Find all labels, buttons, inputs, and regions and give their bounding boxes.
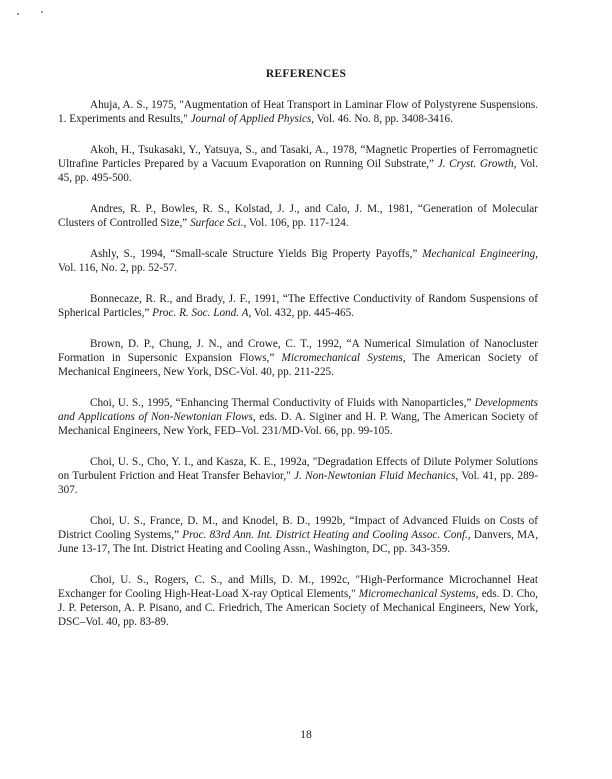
reference-entry: Ashly, S., 1994, “Small-scale Structure Yields Big Property Payoffs,” Mechanical Engineering, Vol. 116, No. 2, pp. 52-57.	[58, 248, 538, 274]
scan-speck	[17, 13, 19, 15]
reference-entry: Choi, U. S., Cho, Y. I., and Kasza, K. E., 1992a, "Degradation Effects of Dilute Polymer Solutions on Turbulent Friction and Heat Transfer Behavior," J. Non-Newtonian Fluid Mechanics, Vol. 41, pp. 289-307.	[58, 456, 538, 496]
page-number: 18	[300, 729, 312, 741]
references-heading: REFERENCES	[265, 68, 347, 80]
scan-speck	[41, 11, 43, 13]
reference-entry: Choi, U. S., Rogers, C. S., and Mills, D. M., 1992c, "High-Performance Microchannel Heat Exchanger for Cooling High-Heat-Load X-ray Optical Elements," Micromechanical Systems, eds. D. Cho, J. P. Peterson, A. P. Pisano, and C. Friedrich, The American Society of Mechanical Engineers, New York, DSC–Vol. 40, pp. 83-89.	[58, 574, 538, 628]
reference-entry: Ahuja, A. S., 1975, "Augmentation of Heat Transport in Laminar Flow of Polystyrene Suspensions. 1. Experiments and Results," Journal of Applied Physics, Vol. 46. No. 8, pp. 3408-3416.	[58, 99, 538, 125]
reference-entry: Choi, U. S., France, D. M., and Knodel, B. D., 1992b, “Impact of Advanced Fluids on Costs of District Cooling Systems,” Proc. 83rd Ann. Int. District Heating and Cooling Assoc. Conf., Danvers, MA, June 13-17, The Int. District Heating and Cooling Assn., Washington, DC, pp. 343-359.	[58, 515, 538, 555]
reference-entry: Choi, U. S., 1995, “Enhancing Thermal Conductivity of Fluids with Nanoparticles,” Developments and Applications of Non-Newtonian Flows, eds. D. A. Siginer and H. P. Wang, The American Society of Mechanical Engineers, New York, FED–Vol. 231/MD-Vol. 66, pp. 99-105.	[58, 397, 539, 437]
reference-entry: Brown, D. P., Chung, J. N., and Crowe, C. T., 1992, “A Numerical Simulation of Nanocluster Formation in Supersonic Expansion Flows,” Micromechanical Systems, The American Society of Mechanical Engineers, New York, DSC-Vol. 40, pp. 211-225.	[58, 338, 538, 378]
reference-entry: Bonnecaze, R. R., and Brady, J. F., 1991, “The Effective Conductivity of Random Suspensions of Spherical Particles,” Proc. R. Soc. Lond. A, Vol. 432, pp. 445-465.	[58, 293, 538, 319]
reference-entry: Andres, R. P., Bowles, R. S., Kolstad, J. J., and Calo, J. M., 1981, “Generation of Molecular Clusters of Controlled Size,” Surface Sci., Vol. 106, pp. 117-124.	[58, 203, 538, 229]
reference-list	[58, 98, 538, 646]
reference-entry: Akoh, H., Tsukasaki, Y., Yatsuya, S., and Tasaki, A., 1978, “Magnetic Properties of Ferromagnetic Ultrafine Particles Prepared by a Vacuum Evaporation on Running Oil Substrate,” J. Cryst. Growth, Vol. 45, pp. 495-500.	[58, 144, 539, 184]
